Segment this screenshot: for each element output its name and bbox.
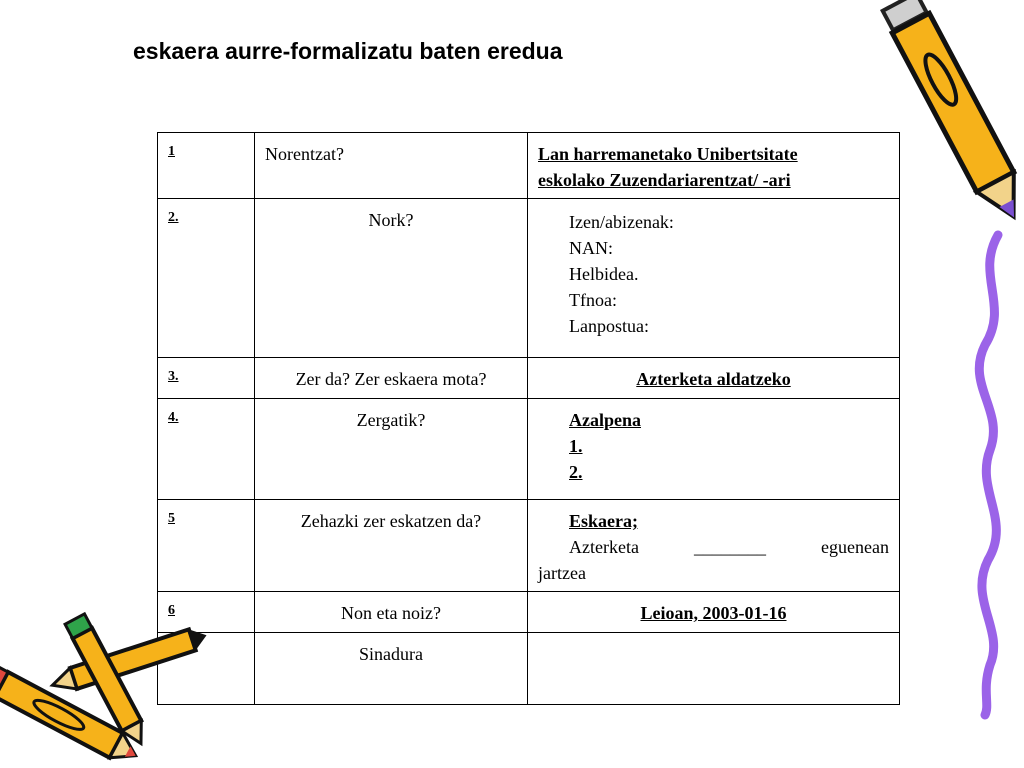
row-number: 4. [158,399,255,500]
row-answer: Eskaera; Azterketa ________ eguenean jartzea [528,500,900,592]
row-answer: Izen/abizenak: NAN: Helbidea. Tfnoa: Lanpostua: [528,199,900,358]
row-answer: Leioan, 2003-01-16 [528,592,900,633]
row-number: 6 [158,592,255,633]
table-row [158,358,900,399]
row-answer: Lan harremanetako Unibertsitate eskolako Zuzendariarentzat/ -ari [528,133,900,199]
request-form-table [157,132,900,705]
table-row [158,500,900,592]
page-title: eskaera aurre-formalizatu baten eredua [133,38,563,64]
row-question: Zergatik? [255,399,528,500]
row-number: 2. [158,199,255,358]
pencils-icon [0,620,210,760]
row-number: 5 [158,500,255,592]
row-question: Non eta noiz? [255,592,528,633]
table-row [158,399,900,500]
row-number: 3. [158,358,255,399]
row-question: Nork? [255,199,528,358]
row-question: Zehazki zer eskatzen da? [255,500,528,592]
row-answer: Azterketa aldatzeko [528,358,900,399]
table-row [158,592,900,633]
table-row [158,133,900,199]
squiggle-line [960,235,1020,715]
row-answer [528,633,900,705]
row-question: Sinadura [255,633,528,705]
row-question: Zer da? Zer eskaera mota? [255,358,528,399]
row-answer: Azalpena 1. 2. [528,399,900,500]
pencil-icon [860,0,1000,250]
table-row [158,199,900,358]
row-question: Norentzat? [255,133,528,199]
table-row [158,633,900,705]
row-number: 1 [158,133,255,199]
